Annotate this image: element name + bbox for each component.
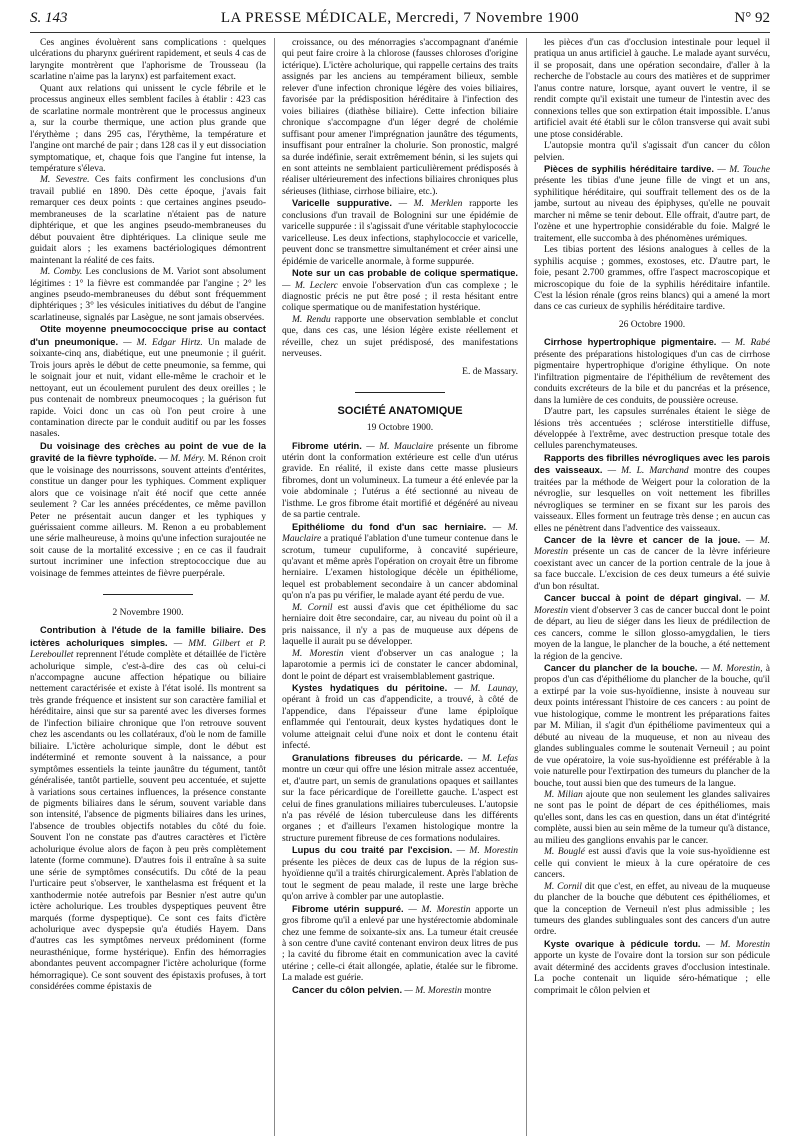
body-text: Les tibias portent des lésions analogues à celles de la syphilis acquise ; gommes, exostoses, etc. D'autre part, le foie, pesant 2.700 grammes, offre l'aspect macroscopique et microscopique du foie de la syphilis héréditaire infantile. C'est la lésion rénale (gros reins blancs) qui a amené la mort dans ce cas curieux de syphilis héréditaire tardive. (534, 245, 770, 313)
body-text: rapporte les conclusions d'un travail de Bolognini sur une épidémie de varicelle suppurée : il s'agissait d'une véritable staphylococcie varicelleuse. Les deux infections, staphylococcie et varicelle, peuvent donc se transmettre simultanément et créer ainsi une épidémie de varicelle anormale, à forme suppurée. (282, 199, 518, 267)
body-text: vient d'observer un cas analogue ; la laparotomie a permis ici de constater le cancer abdominal, dont le point de départ est vraisemblablement gastrique. (282, 648, 518, 682)
body-text: Ces angines évoluèrent sans complications : quelques ulcérations du pharynx guérirent rapidement, et seuls 4 cas de laryngite montrèrent que l'aphorisme de Trousseau (la scarlatine n'aime pas la larynx) est parfaitement exact. (30, 38, 266, 83)
author-name: — M. Merklen (391, 199, 463, 210)
author-name: — M. Morestin (534, 594, 770, 616)
author-name: — M. Morestin, (697, 664, 763, 675)
body-text: Les conclusions de M. Variot sont absolument légitimes : 1° la fièvre est commandée par l'angine ; 2° les angines pseudo-membraneuses du début sont fréquemment diphtériques ; 3° les vésicules initiatives du début de l'angine scarlatineuse, signalés par Lasègue, ne sont jamais observées. (30, 267, 266, 323)
body-text: rapporte une observation semblable et conclut que, dans ces cas, une lésion légère existe réellement et réveille, chez un sujet prédisposé, des manifestations nerveuses. (282, 314, 518, 360)
body-text: Quant aux relations qui unissent le cycle fébrile et le processus angineux elles semblent faciles à établir : 423 cas de scarlatine normale montrèrent que le processus angineux a, sur la courbe thermique, une action plus grande que l'érythème ; dans 295 cas, l'érythème, la température et l'angine ont marché de pair ; dans 128 cas il y eut dissociation symptomatique, et, chaque fois que l'angine fut intense, la température s'éleva. (30, 83, 266, 174)
section-separator (30, 588, 266, 599)
report-entry (282, 753, 518, 846)
body-text: présente un fibrome utérin dont la conformation extérieure est celle d'un utérus gravide. En réalité, il existe dans cette masse plusieurs fibromes, dont un volumineux. La tumeur a été enlevée par la voie abdominale ; l'utérus a été sectionné au niveau de l'isthme. Le gros fibrome était mortifié et dégénéré au niveau de sa partie centrale. (282, 441, 518, 521)
column-1 (30, 38, 266, 1136)
author-name: — M. Mauclaire (361, 441, 434, 452)
page-header (30, 6, 770, 33)
report-entry (30, 324, 266, 441)
entry-title: Kystes hydatiques du péritoine. (292, 683, 448, 694)
body-text: présente des préparations histologiques d'un cas de cirrhose pigmentaire hypertrophique d'origine éthylique. On note l'infiltration pigmentaire de l'épithélium de revêtement des conduits excréteurs de la bile et du pancréas et la présence, dans la lumière de ces conduits, de poussière ocreuse. (534, 349, 770, 406)
entry-title: Otite moyenne pneumococcique prise au contact d'un pneumonique. (30, 324, 266, 347)
author-name: — M. Rabé (716, 338, 770, 349)
report-entry (534, 663, 770, 790)
signature: E. de Massary. (462, 366, 518, 377)
paragraph (30, 84, 266, 176)
body-text: présente les tibias d'une jeune fille de vingt et un ans, syphilitique héréditaire, qui souffrait tellement des os de la jambe, surtout au niveau des épiphyses, qu'elle ne pouvait marcher ni même se tenir debout. Elle offrait, d'autre part, de l'ozène et une hypertrophie considérable du foie. Malgré le traitement, elle succomba à des phénomènes urémiques. (534, 176, 770, 244)
section-separator (282, 386, 518, 397)
entry-title: Granulations fibreuses du péricarde. (292, 752, 463, 763)
author-name: — M. Launay, (447, 684, 518, 695)
body-text: montre des coupes traitées par la méthode de Weigert pour la coloration de la névroglie, sur lesquelles on voit nettement les fibrilles névrogliques se terminer en se fixant sur les parois des vaisseaux. Elles forment un feutrage très dense ; en aucun cas elles ne pénètrent dans l'adventice des vaisseaux. (534, 466, 770, 534)
entry-title: Rapports des fibrilles névrogliques avec les parois des vaisseaux. (534, 452, 770, 476)
author-name: — M. Leclerc (282, 280, 338, 291)
entry-title: Du voisinage des crèches au point de vue de la gravité de la fièvre typhoïde. (30, 440, 266, 464)
report-entry (282, 904, 518, 985)
author-name: M. Comby. (40, 267, 83, 278)
body-text: est aussi d'avis que la voie sus-hyoïdienne est celle qui convient le mieux à la cure opératoire de ces cancers. (534, 847, 770, 881)
body-text: à propos d'un cas d'épithéliome du plancher de la bouche, qu'il a extirpé par la voie sus-hyoïdienne, insiste à nouveau sur deux points intéressant l'histoire de ces cancers : au point de vue histologique, comme le montrent les préparations faites par M. Milian, il s'agit d'un épithéliome pavimenteux qui a débuté au niveau de la muqueuse, et non au niveau des glandes sublinguales comme le soutenait Verneuil ; au point de vue opératoire, la voie sus-hyoïdienne est préférable à la voie naturelle pour l'extirpation des tumeurs du plancher de la bouche, tout aussi bien que des tumeurs de la langue. (534, 664, 770, 789)
column-rule (274, 38, 275, 1136)
author-name: — M. Morestin (534, 536, 770, 558)
report-entry (30, 625, 266, 994)
report-entry (282, 522, 518, 603)
entry-title: Note sur un cas probable de colique spermatique. (292, 268, 518, 279)
author-name: M. Sevestre. (40, 175, 90, 186)
entry-title: Varicelle suppurative. (292, 198, 392, 209)
entry-title: Fibrome utérin. (292, 440, 362, 451)
body-text: envoie l'observation d'un cas complexe ; le diagnostic précis ne put être posé ; il resta hésitant entre colique spermatique ou de manifestation hystérique. (282, 280, 518, 314)
report-entry (282, 985, 518, 997)
column-3 (534, 38, 770, 1136)
section-title: SOCIÉTÉ ANATOMIQUE (337, 404, 463, 417)
body-text: croissance, ou des ménorragies s'accompagnant d'anémie qui peut faire croire à la chlorose (fausses chloroses d'origine ictérique). L'ictère acholurique, qui rappelle certains des traits assignés par les anciens au tempérament bilieux, semble relever d'une infection chronique légère des voies biliaires, favorisée par la prédisposition héréditaire à l'infection des voies biliaires (diathèse biliaire). Cette infection biliaire chronique s'accompagne d'un léger degré de cholémie suffisant pour amener l'imprégnation jaunâtre des téguments, insuffisant pour entraîner la cholurie. Son pronostic, malgré sa durée indéfinie, serait extrêmement bénin, si les sujets qui en sont atteints ne semblaient particulièrement prédisposés à réaliser ultérieurement des infections biliaires chroniques plus sérieuses (lithiase, cirrhose biliaire, etc.). (282, 38, 518, 197)
entry-title: Cancer du côlon pelvien. (292, 984, 403, 995)
author-name: M. Cornil (544, 881, 582, 892)
body-text: Ces faits confirment les conclusions d'un travail publié en 1890. Dès cette époque, j'avais fait remarquer ces deux points : que certaines angines pseudo-membraneuses de la scarlatine n'étaient pas de nature diphtérique, et que les angines pseudo-membraneuses du début pouvaient être diphtériques. La clinique seule me guidait alors ; les examens bactériologiques démontrent maintenant la réalité de ces faits. (30, 175, 266, 266)
body-text: dit que c'est, en effet, au niveau de la muqueuse du plancher de la bouche que débutent ces épithéliomes, et que la conception de Verneuil n'est plus admissible ; les tumeurs des glandes sublinguales sont des cancers d'un autre ordre. (534, 881, 770, 938)
author-name: M. Milian (544, 790, 583, 800)
report-entry (282, 845, 518, 903)
author-name: M. Rendu (292, 314, 331, 325)
report-entry (534, 939, 770, 997)
report-entry (534, 593, 770, 663)
column-2 (282, 38, 518, 1136)
entry-title: Kyste ovarique à pédicule tordu. (544, 938, 701, 949)
body-text: L'autopsie montra qu'il s'agissait d'un cancer du côlon pelvien. (534, 141, 770, 163)
session-date: 2 Novembre 1900. (112, 607, 184, 618)
paragraph (282, 315, 518, 361)
entry-title: Lupus du cou traité par l'excision. (292, 845, 453, 856)
body-text: présente un cas de cancer de la lèvre inférieure coexistant avec un cancer de la portion centrale de la joue à sa face buccale. L'excision de ces deux tumeurs a été suivie d'un bon résultat. (534, 547, 770, 592)
paragraph (534, 790, 770, 847)
entry-title: Epithéliome du fond d'un sac herniaire. (292, 521, 487, 532)
paragraph (534, 882, 770, 939)
body-text: est aussi d'avis que cet épithéliome du sac herniaire doit être secondaire, car, au niveau du point où il a pris naissance, il n'y a pas de muqueuse aux dépens de laquelle il aurait pu se développer. (282, 602, 518, 648)
body-text: les pièces d'un cas d'occlusion intestinale pour lequel il pratiqua un anus artificiel à gauche. Le malade ayant survécu, il se proposait, dans une opération secondaire, d'aller à la recherche de l'obstacle au cours des matières et de supprimer l'anus contre nature, lorsque, ayant ouvert le ventre, il se rendit compte qu'il existait une tumeur de l'intestin avec des connexions telles que son extirpation était impossible. L'anus artificiel avait été établi sur le côlon transverse qui avait subi une ptose considérable. (534, 38, 770, 140)
entry-title: Fibrome utérin suppuré. (292, 903, 404, 914)
report-entry (282, 683, 518, 753)
report-entry (534, 453, 770, 535)
issue-number: N° 92 (734, 10, 770, 26)
body-text: montre (461, 985, 492, 996)
author-name: — M. Morestin (403, 904, 471, 915)
body-text: montre un cœur qui offre une lésion mitrale assez accentuée, et, d'autre part, un semis de granulations opaques et saillantes sur la face péricardique de l'oreillette gauche. L'aspect est celui de fines granulations miliaires tuberculeuses. L'autopsie n'a pas révélé de lésion tuberculeuse dans les différents organes ; et d'ailleurs l'examen histologique montre la structure purement fibreuse de ces formations nodulaires. (282, 765, 518, 844)
author-name: — M. Morestin (700, 939, 770, 950)
body-text: a pratiqué l'ablation d'une tumeur contenue dans le scrotum, tumeur cupuliforme, à concavité supérieure, qu'avant et même après l'opération on croyait être un fibrome herniaire. L'examen histologique décèle un épithéliome, lequel est probablement secondaire à un cancer abdominal qu'on n'a pas pu vérifier, le malade ayant été perdu de vue. (282, 534, 518, 602)
paragraph (30, 175, 266, 267)
author-name: M. Bouglé (544, 847, 585, 858)
paragraph (534, 847, 770, 881)
paragraph (534, 141, 770, 164)
paragraph (282, 603, 518, 649)
entry-title: Cirrhose hypertrophique pigmentaire. (544, 337, 717, 348)
entry-title: Cancer de la lèvre et cancer de la joue. (544, 535, 741, 546)
report-entry (30, 441, 266, 580)
body-text: M. Rénon croit que le voisinage des nourrissons, souvent atteints d'entérites, constitue un danger pour les typhiques. Comment expliquer alors que ce voisinage n'ait été nocif que cette année seulement ? Car les années précédentes, ce même pavillon Peter ne présentait aucun danger et les typhiques y guérissaient comme ailleurs. M. Renon a eu probablement une série malheureuse, à moins qu'une infection surajoutée ne soit cause de la mortalité excessive ; en ce cas il faudrait surtout incriminer une infection streptococcique due au voisinage de femmes atteintes de fièvre puerpérale. (30, 454, 266, 579)
author-name: — M. Lefas (462, 753, 518, 764)
paragraph (534, 407, 770, 453)
author-name: — M. Touche (713, 164, 770, 175)
paragraph (30, 38, 266, 84)
body-text: présente les pièces de deux cas de lupus de la région sus-hyoïdienne qu'il a traités chirurgicalement. Après l'ablation de tout le segment de peau malade, il reste une large brèche qu'on arrive à combler par une autoplastie. (282, 857, 518, 903)
column-rule (526, 38, 527, 1136)
author-name: M. Cornil (292, 602, 333, 613)
body-text: opérant à froid un cas d'appendicite, a trouvé, à côté de l'appendice, dans l'épaisseur d'une lame épiploïque enflammée qui l'entourait, deux kystes hydatiques dont le volume atteignait celui d'une noix et dont le contenu était infecté. (282, 695, 518, 752)
entry-title: Contribution à l'étude de la famille biliaire. Des ictères acholuriques simples. (30, 625, 266, 648)
body-text: apporte un gros fibrome qu'il a enlevé par une hystérectomie abdominale chez une femme de soixante-six ans. La tumeur était creusée à son centre d'une cavité contenant environ deux litres de pus ; la cavité du fibrome était en communication avec la cavité utérine ; celle-ci était allongée, aplatie, étalée sur le fibrome. La malade est guérie. (282, 904, 518, 984)
report-entry (282, 441, 518, 522)
journal-title: LA PRESSE MÉDICALE, Mercredi, 7 Novembre 1900 (220, 10, 580, 26)
paragraph (30, 267, 266, 324)
report-entry (534, 337, 770, 407)
session-date: 26 Octobre 1900. (618, 319, 686, 330)
body-text: apporte un kyste de l'ovaire dont la torsion sur son pédicule avait déterminé des accidents graves d'occlusion intestinale. La poche contenait un liquide séro-hématique ; elle comprimait le côlon pelvien et (534, 951, 770, 996)
entry-title: Pièces de syphilis héréditaire tardive. (544, 163, 714, 174)
paragraph (534, 38, 770, 141)
paragraph (282, 649, 518, 683)
author-name: — MM. Gilbert et P. Lereboullet (30, 638, 266, 661)
article-columns (30, 38, 770, 1136)
report-entry (534, 535, 770, 593)
author-name: — M. L. Marchand (602, 466, 689, 477)
author-name: — M. Edgar Hirtz. (118, 337, 203, 348)
author-name: M. Morestin (292, 648, 344, 659)
report-entry (282, 268, 518, 315)
author-name: — M. Morestin (452, 846, 518, 857)
paragraph (534, 245, 770, 314)
page-reference: S. 143 (30, 10, 68, 26)
report-entry (534, 164, 770, 245)
body-text: D'autre part, les capsules surrénales étaient le siège de lésions très accentuées ; sclérose interstitielle diffuse, développée à l'extrême, avec destruction presque totale des cellules parenchymateuses. (534, 407, 770, 452)
author-name: — M. Mauclaire (282, 522, 518, 545)
body-text: vient d'observer 3 cas de cancer buccal dont le point de départ, au lieu de siéger dans les lieux de prédilection de ces cancers, comme le sillon glosso-amygdalien, le tiers moyen de la langue, le plancher de la bouche, a été nettement la région de la gencive. (534, 605, 770, 662)
entry-title: Cancer buccal à point de départ gingival. (544, 593, 742, 604)
paragraph (282, 38, 518, 198)
author-name: — M. Morestin (402, 985, 462, 996)
author-name: — M. Méry. (156, 454, 206, 465)
body-text: ajoute que non seulement les glandes salivaires ne sont pas le point de départ de ces épithéliomes, mais qu'elles sont, dans les cas en question, dans un état d'intégrité complète, aussi bien au sein même de la tumeur qu'à distance, au milieu des ganglions envahis par le cancer. (534, 790, 770, 846)
report-entry (282, 198, 518, 268)
entry-title: Cancer du plancher de la bouche. (544, 663, 698, 674)
session-date: 19 Octobre 1900. (366, 423, 434, 434)
body-text: Un malade de soixante-cinq ans, diabétique, eut une pneumonie ; il guérit. Trois jours après le début de cette pneumonie, sa femme, qui le soignait jour et nuit, vidant elle-même le crachoir et le nettoyant, eut un écoulement purulent des deux oreilles ; le pus contenait de nombreux pneumocoques ; la guérison fut rapide. Voici donc un cas où l'on peut croire à une contamination directe par le conduit auditif ou par les fosses nasales. (30, 337, 266, 440)
body-text: reprennent l'étude complète et détaillée de l'ictère acholurique simple, c'est-à-dire des cas où celui-ci n'accompagne aucune affection hépatique ou biliaire nettement caractérisée et existe à l'état isolé. Ils montrent sa très grande fréquence et insistent sur son caractère familial et héréditaire, ainsi que sur sa parenté avec les diverses formes de l'infection biliaire chronique que l'on retrouve souvent chez les ascendants ou les collatéraux, d'où le nom de famille biliaire. L'ictère acholurique simple, dont le début est indéterminé et remonte souvent à la naissance, a pour symptômes essentiels la teinte jaunâtre du tégument, tantôt généralisée, tantôt partielle, souvent peu accentuée, et sujette à variations sous certaines influences, la présence constante de pigments biliaires dans le sérum, souvent variable dans son intensité, l'absence de pigments biliaires dans les urines, l'absence de troubles objectifs notables du côté du foie. Souvent l'on ne constate pas d'autres caractères et l'ictère acholurique évolue alors de façon à peu près complètement latente (forme commune). D'autres fois il entraîne à sa suite une série de symptômes consécutifs. Du côté de la peau l'urticaire peut s'observer, le xanthelasma est fréquent et la xanthodermie notée autrefois par Besnier n'est autre qu'un ictère acholurique. Les troubles dyspeptiques peuvent être marqués (forme dyspeptique). Ce sont ces faits d'ictère acholurique avec dyspepsie qu'a étudiés Hayem. Dans d'autres cas les symptômes nerveux prédominent (forme neurasthénique, forme hystérique). Enfin des hémorragies abondantes peuvent accompagner l'ictère acholurique (forme hémorragique). Ce sont souvent des épistaxis profuses, à tort considérées comme épistaxis de (30, 650, 266, 993)
